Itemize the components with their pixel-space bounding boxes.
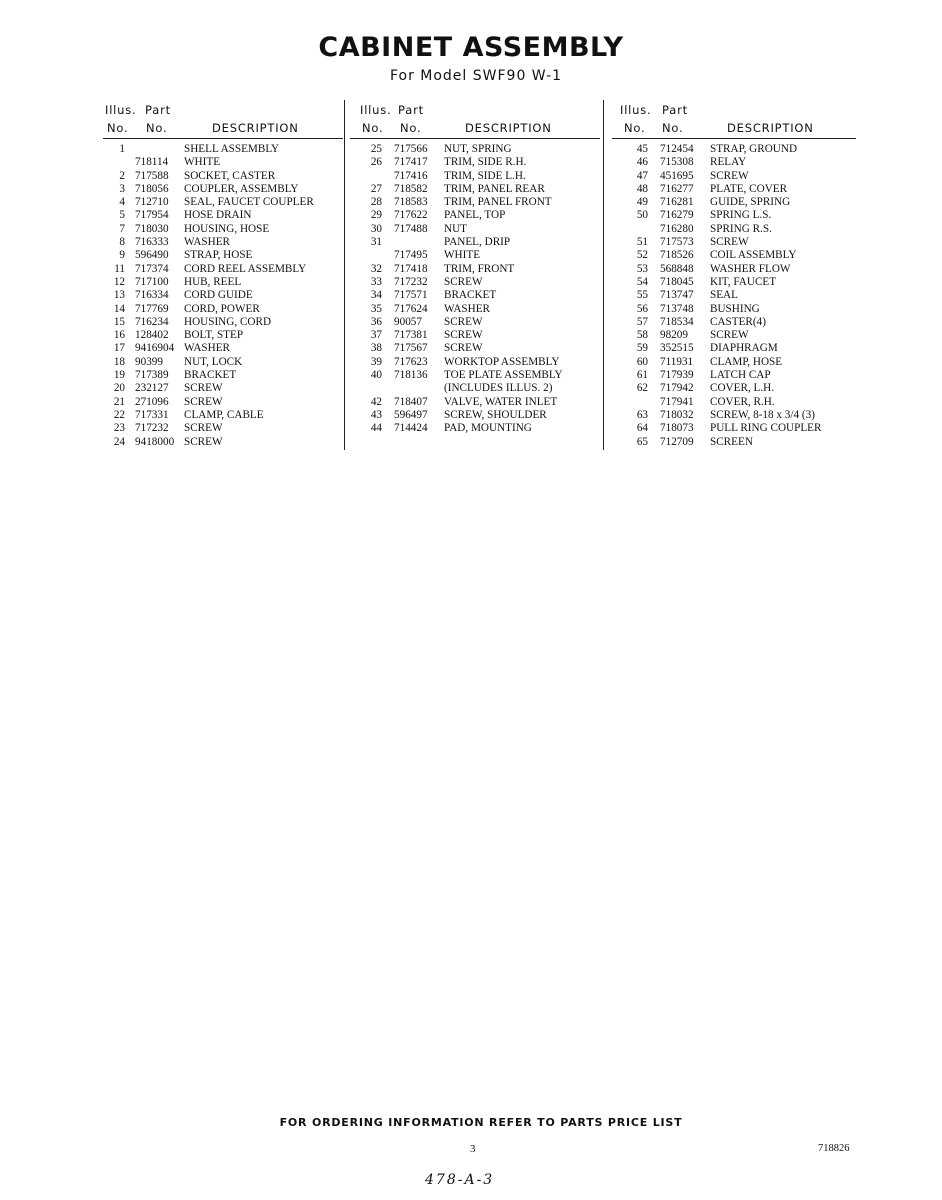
table-row (612, 209, 856, 222)
column-header (350, 100, 600, 139)
table-row (103, 369, 343, 382)
table-row (612, 409, 856, 422)
illus-number: 3 (119, 182, 125, 195)
part-number: 718534 (660, 315, 694, 328)
table-row (103, 143, 343, 156)
part-number: 714424 (394, 422, 428, 435)
part-description: STRAP, GROUND (710, 143, 798, 155)
table-row (103, 409, 343, 422)
part-number: 716280 (660, 222, 694, 235)
part-description: PANEL, TOP (444, 209, 506, 222)
illus-number: 51 (636, 236, 648, 249)
part-number: 718582 (394, 182, 428, 195)
table-row (612, 156, 856, 169)
part-description: TRIM, SIDE R.H. (444, 156, 527, 169)
table-row (350, 209, 600, 222)
illus-number: 50 (636, 209, 648, 222)
illus-number: 19 (113, 369, 125, 382)
page-subtitle: For Model SWF90 W-1 (389, 68, 563, 84)
part-number: 90399 (135, 355, 163, 368)
parts-rows (612, 139, 856, 449)
illus-number: 12 (113, 275, 125, 288)
part-number: 716333 (135, 236, 169, 249)
part-number: 232127 (135, 382, 169, 395)
table-row (103, 382, 343, 395)
part-description: SCREW, 8-18 x 3/4 (3) (710, 408, 815, 421)
part-description: SCREW (444, 315, 483, 328)
part-number: 718526 (660, 249, 694, 262)
part-description: COVER, L.H. (710, 382, 775, 395)
part-description: SCREW (444, 342, 483, 355)
part-description: SCREW (444, 329, 483, 342)
table-row (350, 369, 600, 382)
illus-number: 14 (113, 302, 125, 315)
column-header (103, 100, 343, 139)
illus-number: 15 (113, 315, 125, 328)
part-number: 717566 (394, 143, 428, 155)
part-number: 717623 (394, 355, 428, 368)
part-description: SCREW (710, 329, 749, 342)
illus-number: 35 (370, 302, 382, 315)
table-row (103, 196, 343, 209)
illus-number: 58 (636, 329, 648, 342)
part-number: 717389 (135, 369, 169, 382)
table-row (612, 223, 856, 236)
part-number: 717100 (135, 275, 169, 288)
illus-number: 26 (370, 156, 382, 169)
illus-number: 56 (636, 302, 648, 315)
illus-number: 25 (370, 143, 382, 155)
part-description: WHITE (444, 249, 481, 262)
table-row (612, 170, 856, 183)
part-number: 718045 (660, 275, 694, 288)
table-row (103, 316, 343, 329)
table-row (612, 356, 856, 369)
header-illus: Illus. (360, 103, 392, 117)
part-number: 717954 (135, 209, 169, 222)
header-part: Part (662, 103, 688, 117)
part-number: 271096 (135, 395, 169, 408)
header-illus-no: No. (107, 121, 129, 135)
table-row (612, 329, 856, 342)
table-row (612, 303, 856, 316)
illus-number: 30 (370, 222, 382, 235)
page-title: CABINET ASSEMBLY (318, 32, 624, 63)
part-number: 718136 (394, 369, 428, 382)
part-description: SCREW (184, 435, 223, 448)
illus-number: 33 (370, 275, 382, 288)
table-row (350, 143, 600, 156)
table-row (103, 342, 343, 355)
illus-number: 54 (636, 275, 648, 288)
part-number: 717417 (394, 156, 428, 169)
table-row (103, 263, 343, 276)
table-row (103, 183, 343, 196)
illus-number: 55 (636, 289, 648, 302)
table-row (350, 183, 600, 196)
part-description: SCREW (710, 169, 749, 182)
table-row (103, 329, 343, 342)
illus-number: 1 (119, 143, 125, 155)
table-row (612, 236, 856, 249)
part-number: 718114 (135, 156, 169, 169)
part-description: WASHER FLOW (710, 262, 791, 275)
part-number: 717232 (135, 422, 169, 435)
table-row (103, 236, 343, 249)
part-description: SCREW, SHOULDER (444, 408, 547, 421)
part-description: CLAMP, CABLE (184, 408, 264, 421)
table-row (350, 303, 600, 316)
part-description: (INCLUDES ILLUS. 2) (444, 382, 553, 395)
part-number: 717567 (394, 342, 428, 355)
table-row (103, 209, 343, 222)
parts-column-2 (350, 100, 600, 436)
part-number: 718032 (660, 408, 694, 421)
illus-number: 65 (636, 435, 648, 448)
part-number: 352515 (660, 342, 694, 355)
illus-number: 13 (113, 289, 125, 302)
illus-number: 7 (119, 222, 125, 235)
part-number: 717573 (660, 236, 694, 249)
part-description: TOE PLATE ASSEMBLY (444, 369, 563, 382)
part-description: WHITE (184, 156, 221, 169)
illus-number: 36 (370, 315, 382, 328)
part-number: 717232 (394, 275, 428, 288)
part-description: WASHER (444, 302, 490, 315)
table-row (612, 249, 856, 262)
part-description: COVER, R.H. (710, 395, 775, 408)
illus-number: 63 (636, 408, 648, 421)
part-number: 716281 (660, 196, 694, 209)
part-description: HUB, REEL (184, 275, 242, 288)
table-row (103, 223, 343, 236)
part-number: 717381 (394, 329, 428, 342)
part-description: SEAL, FAUCET COUPLER (184, 196, 314, 209)
illus-number: 2 (119, 169, 125, 182)
header-illus-no: No. (362, 121, 384, 135)
illus-number: 37 (370, 329, 382, 342)
part-description: BRACKET (444, 289, 497, 302)
part-description: SCREW (710, 236, 749, 249)
part-description: SCREW (444, 275, 483, 288)
part-description: CASTER(4) (710, 315, 766, 328)
part-description: TRIM, PANEL REAR (444, 182, 545, 195)
illus-number: 42 (370, 395, 382, 408)
illus-number: 52 (636, 249, 648, 262)
part-number: 716334 (135, 289, 169, 302)
part-number: 718056 (135, 182, 169, 195)
illus-number: 9 (119, 249, 125, 262)
header-part-no: No. (662, 121, 684, 135)
illus-number: 57 (636, 315, 648, 328)
part-description: NUT (444, 222, 467, 235)
illus-number: 28 (370, 196, 382, 209)
part-number: 718407 (394, 395, 428, 408)
illus-number: 38 (370, 342, 382, 355)
table-row (612, 289, 856, 302)
table-row (103, 422, 343, 435)
table-row (103, 170, 343, 183)
parts-rows (350, 139, 600, 436)
table-row (350, 356, 600, 369)
part-description: CORD GUIDE (184, 289, 253, 302)
part-number: 451695 (660, 169, 694, 182)
table-row (612, 143, 856, 156)
part-number: 717769 (135, 302, 169, 315)
part-description: PAD, MOUNTING (444, 422, 532, 435)
part-description: RELAY (710, 156, 747, 169)
part-description: WORKTOP ASSEMBLY (444, 355, 560, 368)
illus-number: 49 (636, 196, 648, 209)
illus-number: 62 (636, 382, 648, 395)
part-description: CORD REEL ASSEMBLY (184, 262, 307, 275)
part-description: NUT, LOCK (184, 355, 243, 368)
handwritten-note: 478-A-3 (425, 1172, 495, 1188)
table-row (612, 183, 856, 196)
part-number: 717331 (135, 408, 169, 421)
part-description: SCREEN (710, 435, 753, 448)
illus-number: 46 (636, 156, 648, 169)
table-row (103, 249, 343, 262)
table-row (612, 276, 856, 289)
illus-number: 34 (370, 289, 382, 302)
illus-number: 21 (113, 395, 125, 408)
table-row (350, 316, 600, 329)
part-number: 717939 (660, 369, 694, 382)
part-number: 568848 (660, 262, 694, 275)
illus-number: 4 (119, 196, 125, 209)
parts-column-1 (103, 100, 343, 449)
part-number: 717418 (394, 262, 428, 275)
header-part: Part (398, 103, 424, 117)
table-row (350, 409, 600, 422)
part-description: COIL ASSEMBLY (710, 249, 797, 262)
illus-number: 11 (114, 262, 125, 275)
part-description: HOUSING, HOSE (184, 222, 270, 235)
part-description: SHELL ASSEMBLY (184, 143, 280, 155)
part-number: 717622 (394, 209, 428, 222)
table-row (103, 356, 343, 369)
part-description: WASHER (184, 236, 230, 249)
table-row (350, 396, 600, 409)
part-number: 711931 (660, 355, 694, 368)
header-description: DESCRIPTION (727, 121, 814, 135)
illus-number: 48 (636, 182, 648, 195)
column-header (612, 100, 856, 139)
illus-number: 61 (636, 369, 648, 382)
header-part-no: No. (146, 121, 168, 135)
part-number: 717416 (394, 169, 428, 182)
part-number: 712454 (660, 143, 694, 155)
part-description: GUIDE, SPRING (710, 196, 791, 209)
illus-number: 64 (636, 422, 648, 435)
part-number: 717374 (135, 262, 169, 275)
part-description: PLATE, COVER (710, 182, 788, 195)
part-number: 718073 (660, 422, 694, 435)
illus-number: 59 (636, 342, 648, 355)
part-description: HOSE DRAIN (184, 209, 252, 222)
table-row (350, 329, 600, 342)
table-row (350, 263, 600, 276)
part-description: TRIM, FRONT (444, 262, 515, 275)
table-row (103, 276, 343, 289)
parts-rows (103, 139, 343, 449)
table-row (612, 196, 856, 209)
illus-number: 18 (113, 355, 125, 368)
part-description: SEAL (710, 289, 738, 302)
part-number: 717942 (660, 382, 694, 395)
illus-number: 44 (370, 422, 382, 435)
part-number: 712709 (660, 435, 694, 448)
part-description: SPRING L.S. (710, 209, 772, 222)
part-number: 712710 (135, 196, 169, 209)
illus-number: 5 (119, 209, 125, 222)
part-number: 715308 (660, 156, 694, 169)
table-row (103, 436, 343, 449)
part-number: 717571 (394, 289, 428, 302)
part-description: TRIM, PANEL FRONT (444, 196, 552, 209)
illus-number: 8 (119, 236, 125, 249)
header-part: Part (145, 103, 171, 117)
illus-number: 16 (113, 329, 125, 342)
part-description: SCREW (184, 395, 223, 408)
table-row (350, 196, 600, 209)
part-description: TRIM, SIDE L.H. (444, 169, 526, 182)
table-row (612, 422, 856, 435)
table-row (103, 303, 343, 316)
part-number: 9418000 (135, 435, 175, 448)
illus-number: 20 (113, 382, 125, 395)
table-row (350, 422, 600, 435)
header-illus: Illus. (105, 103, 137, 117)
illus-number: 60 (636, 355, 648, 368)
column-divider-2 (603, 100, 604, 450)
part-description: CORD, POWER (184, 302, 260, 315)
table-row (350, 223, 600, 236)
part-number: 718030 (135, 222, 169, 235)
part-description: PULL RING COUPLER (710, 422, 822, 435)
part-description: BRACKET (184, 369, 237, 382)
part-number: 717495 (394, 249, 428, 262)
part-number: 9416904 (135, 342, 175, 355)
table-row (350, 236, 600, 249)
part-number: 713747 (660, 289, 694, 302)
illus-number: 53 (636, 262, 648, 275)
part-number: 128402 (135, 329, 169, 342)
part-description: PANEL, DRIP (444, 236, 511, 249)
part-number: 717624 (394, 302, 428, 315)
table-row (350, 342, 600, 355)
illus-number: 31 (370, 236, 382, 249)
part-description: SOCKET, CASTER (184, 169, 276, 182)
part-description: NUT, SPRING (444, 143, 512, 155)
header-illus-no: No. (624, 121, 646, 135)
illus-number: 40 (370, 369, 382, 382)
part-description: LATCH CAP (710, 369, 771, 382)
part-description: BOLT, STEP (184, 329, 244, 342)
page-number: 3 (470, 1143, 476, 1155)
illus-number: 22 (113, 408, 125, 421)
column-divider-1 (344, 100, 345, 450)
part-number: 716277 (660, 182, 694, 195)
part-number: 716279 (660, 209, 694, 222)
part-description: COUPLER, ASSEMBLY (184, 182, 299, 195)
table-row (350, 382, 600, 395)
table-row (103, 156, 343, 169)
illus-number: 43 (370, 408, 382, 421)
part-description: SPRING R.S. (710, 222, 772, 235)
document-number: 718826 (818, 1143, 850, 1154)
illus-number: 45 (636, 143, 648, 155)
parts-column-3 (612, 100, 856, 449)
table-row (103, 289, 343, 302)
part-description: HOUSING, CORD (184, 315, 272, 328)
part-number: 717488 (394, 222, 428, 235)
part-description: SCREW (184, 422, 223, 435)
part-description: CLAMP, HOSE (710, 355, 783, 368)
part-number: 717941 (660, 395, 694, 408)
table-row (350, 276, 600, 289)
part-number: 713748 (660, 302, 694, 315)
part-description: BUSHING (710, 302, 760, 315)
part-number: 90057 (394, 315, 422, 328)
header-part-no: No. (400, 121, 422, 135)
illus-number: 29 (370, 209, 382, 222)
part-number: 98209 (660, 329, 688, 342)
part-number: 596490 (135, 249, 169, 262)
table-row (612, 369, 856, 382)
part-description: DIAPHRAGM (710, 342, 778, 355)
table-row (103, 396, 343, 409)
header-description: DESCRIPTION (212, 121, 299, 135)
part-description: WASHER (184, 342, 230, 355)
part-number: 716234 (135, 315, 169, 328)
header-illus: Illus. (620, 103, 652, 117)
header-description: DESCRIPTION (465, 121, 552, 135)
part-description: STRAP, HOSE (184, 249, 253, 262)
table-row (612, 382, 856, 395)
part-number: 717588 (135, 169, 169, 182)
illus-number: 47 (636, 169, 648, 182)
part-number: 596497 (394, 408, 428, 421)
part-description: KIT, FAUCET (710, 275, 777, 288)
table-row (350, 249, 600, 262)
table-row (612, 342, 856, 355)
illus-number: 24 (113, 435, 125, 448)
table-row (350, 170, 600, 183)
table-row (612, 396, 856, 409)
illus-number: 23 (113, 422, 125, 435)
table-row (350, 289, 600, 302)
table-row (612, 316, 856, 329)
part-number: 718583 (394, 196, 428, 209)
illus-number: 27 (370, 182, 382, 195)
table-row (350, 156, 600, 169)
part-description: SCREW (184, 382, 223, 395)
table-row (612, 263, 856, 276)
ordering-info-footer: FOR ORDERING INFORMATION REFER TO PARTS PRICE LIST (279, 1116, 683, 1129)
illus-number: 17 (113, 342, 125, 355)
table-row (612, 436, 856, 449)
illus-number: 32 (370, 262, 382, 275)
part-description: VALVE, WATER INLET (444, 395, 558, 408)
illus-number: 39 (370, 355, 382, 368)
